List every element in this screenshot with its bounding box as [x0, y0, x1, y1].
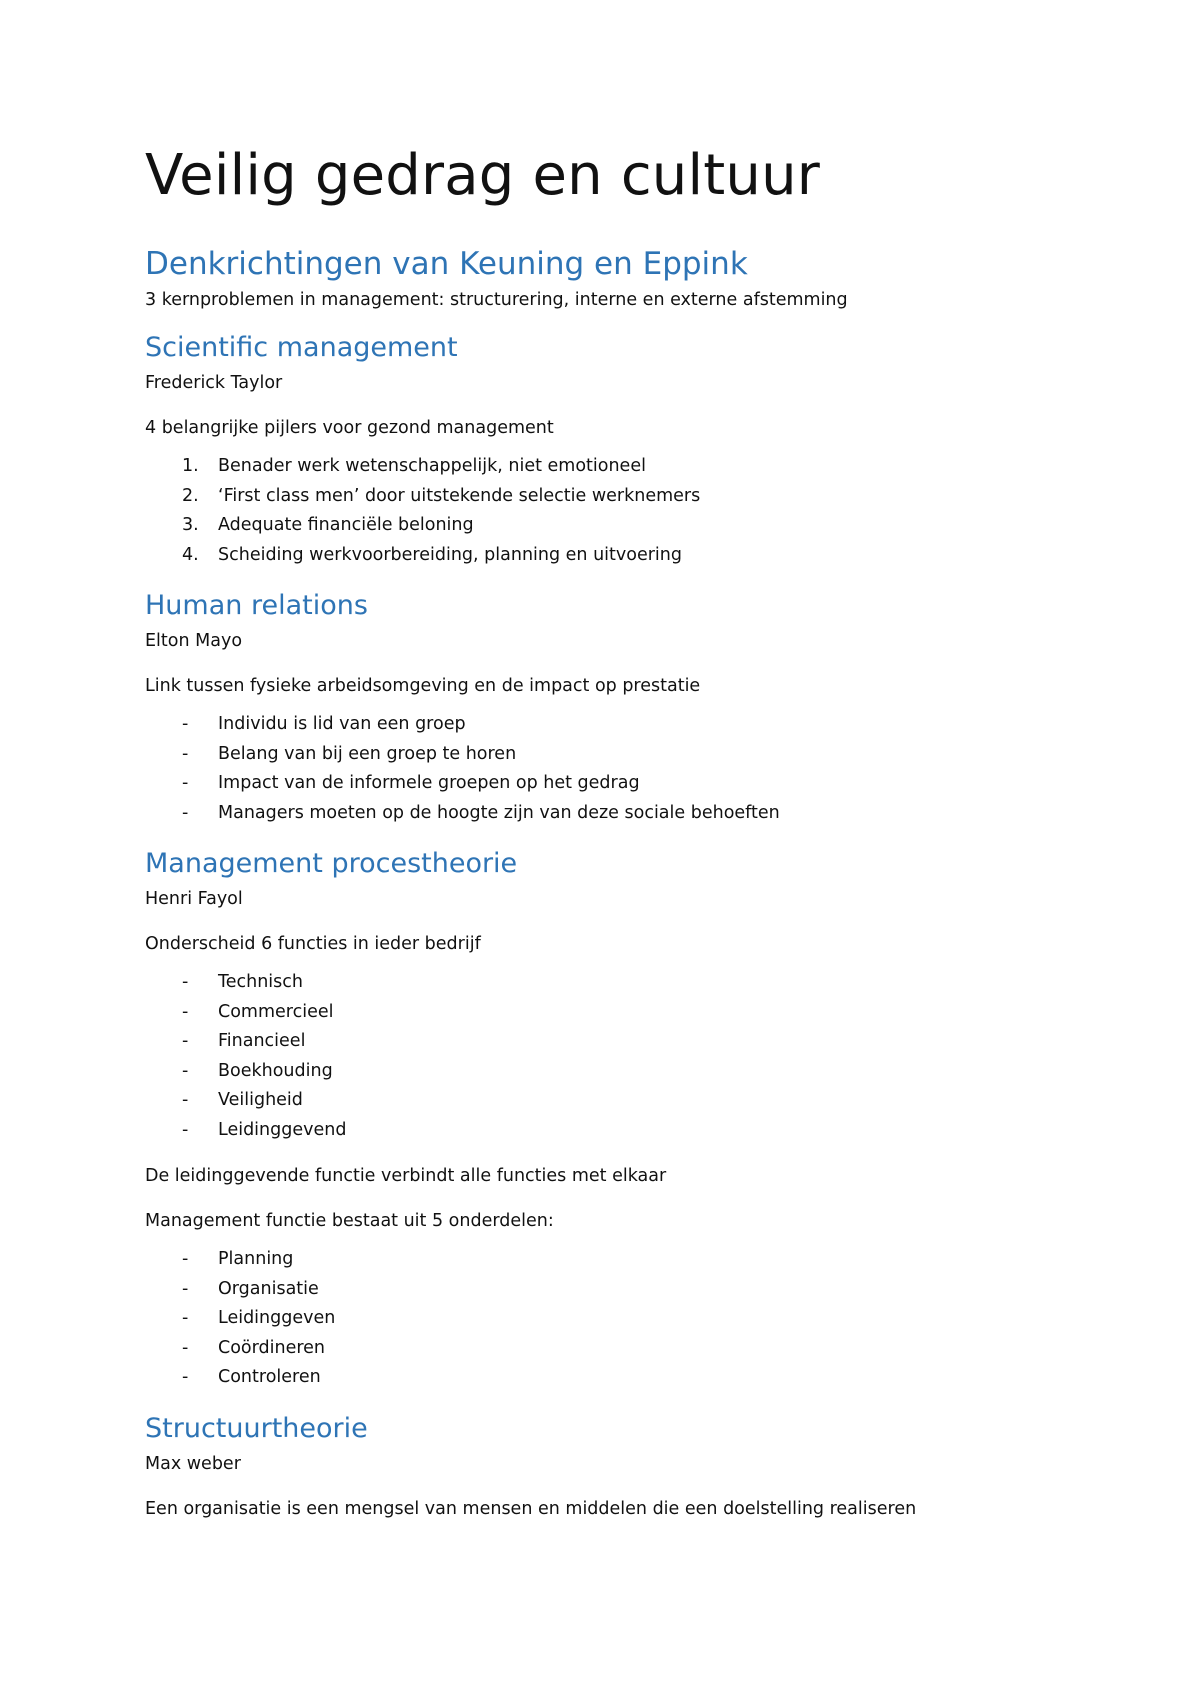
section-heading-structuurtheorie: Structuurtheorie: [145, 1412, 368, 1444]
list-item: [145, 482, 1055, 512]
section-author-weber: Max weber: [145, 1453, 241, 1474]
list-dash: -: [182, 802, 189, 823]
list-dash: -: [182, 1060, 189, 1081]
list-item: [145, 1363, 1055, 1393]
list-dash: -: [182, 1119, 189, 1140]
section-heading-denkrichtingen: Denkrichtingen van Keuning en Eppink: [145, 246, 748, 282]
section-lead-onderdelen: Management functie bestaat uit 5 onderdelen:: [145, 1211, 554, 1231]
list-item: [145, 1245, 1055, 1275]
list-number: 3.: [182, 515, 199, 535]
list-dash: -: [182, 1249, 189, 1269]
list-dash: -: [182, 1031, 189, 1051]
list-number: 4.: [182, 544, 199, 565]
list-dash: -: [182, 1308, 189, 1328]
list-item: [145, 1116, 1055, 1146]
section-lead-link: Link tussen fysieke arbeidsomgeving en de impact op prestatie: [145, 676, 701, 696]
list-item-text: Leidinggevend: [218, 1119, 347, 1140]
list-item: [145, 1027, 1055, 1057]
list-item-text: Commercieel: [218, 1001, 334, 1022]
numbered-list-pijlers: [145, 452, 1055, 570]
section-author-mayo: Elton Mayo: [145, 631, 243, 651]
list-dash: -: [182, 1278, 189, 1299]
list-item: [145, 1275, 1055, 1305]
list-item-text: Technisch: [218, 972, 303, 992]
section-lead-pijlers: 4 belangrijke pijlers voor gezond management: [145, 418, 554, 438]
section-lead-functies: Onderscheid 6 functies in ieder bedrijf: [145, 934, 481, 954]
list-number: 1.: [182, 456, 199, 476]
list-item-text: Controleren: [218, 1367, 321, 1387]
list-item-text: Individu is lid van een groep: [218, 714, 466, 734]
bullet-list-functies: [145, 968, 1055, 1145]
list-dash: -: [182, 714, 189, 734]
list-dash: -: [182, 972, 189, 992]
bullet-list-onderdelen: [145, 1245, 1055, 1393]
list-item-text: Impact van de informele groepen op het gedrag: [218, 773, 640, 793]
list-dash: -: [182, 773, 189, 793]
list-dash: -: [182, 1001, 189, 1022]
list-item: [145, 1334, 1055, 1364]
document-title: Veilig gedrag en cultuur: [145, 143, 821, 208]
list-dash: -: [182, 1090, 189, 1110]
section-author-fayol: Henri Fayol: [145, 889, 243, 909]
list-item: [145, 740, 1055, 770]
list-item: [145, 710, 1055, 740]
list-item: [145, 511, 1055, 541]
list-item: [145, 968, 1055, 998]
bullet-list-human-relations: [145, 710, 1055, 828]
section-note-leidinggevende: De leidinggevende functie verbindt alle functies met elkaar: [145, 1166, 667, 1186]
list-number: 2.: [182, 485, 199, 506]
list-dash: -: [182, 743, 189, 764]
list-item-text: Financieel: [218, 1031, 306, 1051]
list-dash: -: [182, 1367, 189, 1387]
section-intro-denkrichtingen: 3 kernproblemen in management: structurering, interne en externe afstemming: [145, 290, 848, 310]
list-item: [145, 799, 1055, 829]
list-item-text: Boekhouding: [218, 1060, 333, 1081]
list-dash: -: [182, 1337, 189, 1358]
document-body: [145, 135, 1055, 1541]
list-item-text: Belang van bij een groep te horen: [218, 743, 517, 764]
list-item-text: Leidinggeven: [218, 1308, 336, 1328]
list-item-text: Planning: [218, 1249, 294, 1269]
list-item: [145, 541, 1055, 571]
section-heading-scientific-management: Scientific management: [145, 332, 458, 363]
list-item-text: Scheiding werkvoorbereiding, planning en uitvoering: [218, 544, 682, 565]
list-item: [145, 1304, 1055, 1334]
section-author-taylor: Frederick Taylor: [145, 373, 283, 393]
list-item: [145, 769, 1055, 799]
list-item: [145, 1057, 1055, 1087]
list-item-text: ‘First class men’ door uitstekende selectie werknemers: [218, 485, 701, 506]
list-item-text: Managers moeten op de hoogte zijn van deze sociale behoeften: [218, 802, 780, 823]
list-item-text: Adequate financiële beloning: [218, 515, 474, 535]
section-lead-organisatie: Een organisatie is een mengsel van mensen en middelen die een doelstelling realiseren: [145, 1498, 917, 1519]
list-item-text: Organisatie: [218, 1278, 319, 1299]
list-item: [145, 452, 1055, 482]
list-item: [145, 1086, 1055, 1116]
section-heading-human-relations: Human relations: [145, 590, 368, 621]
list-item-text: Coördineren: [218, 1337, 326, 1358]
list-item-text: Benader werk wetenschappelijk, niet emotioneel: [218, 456, 646, 476]
list-item: [145, 998, 1055, 1028]
section-heading-management-procestheorie: Management procestheorie: [145, 848, 518, 879]
list-item-text: Veiligheid: [218, 1090, 303, 1110]
